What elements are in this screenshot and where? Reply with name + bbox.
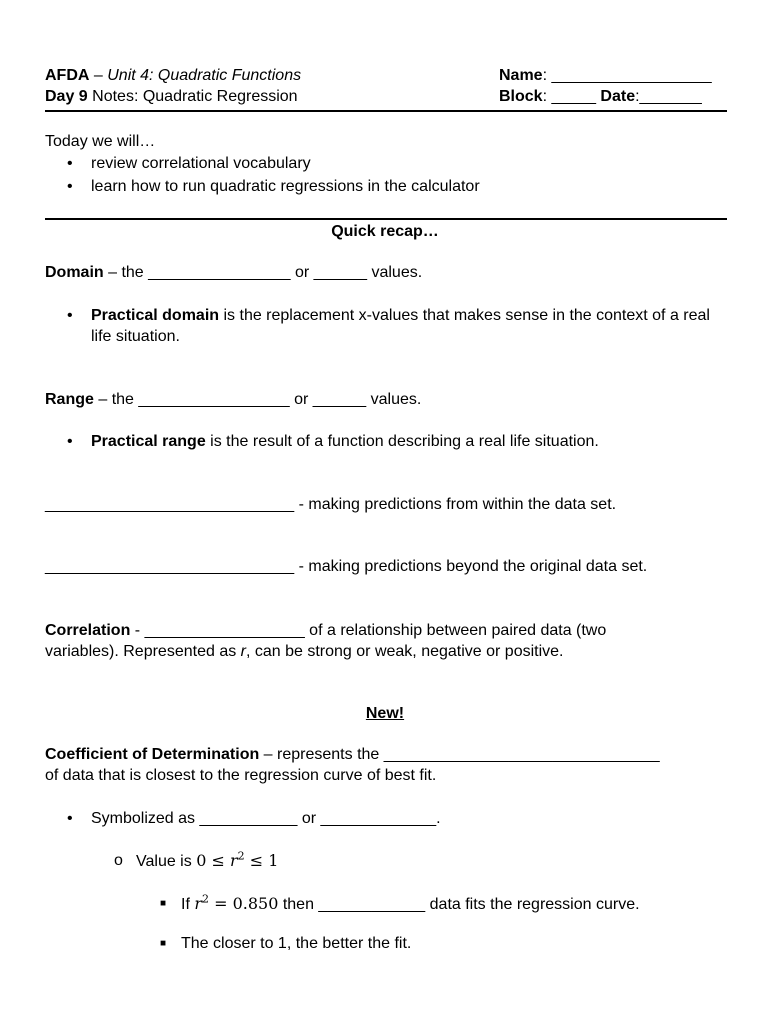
extrapolation-line: ____________________________ - making predictions beyond the original data set. <box>45 558 648 575</box>
cod-definition: Coefficient of Determination – represents the _______________________________ <box>45 746 660 763</box>
intro-lead: Today we will… <box>45 133 156 150</box>
cod-definition-cont: of data that is closest to the regression curve of best fit. <box>45 767 437 784</box>
symbolized-bullet: • Symbolized as ___________ or _____________. <box>67 810 441 827</box>
course-unit-line: AFDA – Unit 4: Quadratic Functions <box>45 67 302 84</box>
name-field[interactable]: Name: __________________ <box>499 67 712 84</box>
domain-definition: Domain – the ________________ or ______ values. <box>45 264 423 281</box>
if-example-item: ■ If $r^2 = 0.850$ then ____________ data fits the regression curve. <box>160 892 640 913</box>
bullet-dot-icon: • <box>67 307 73 324</box>
block-date-field[interactable]: Block: _____ Date:_______ <box>499 88 702 105</box>
interpolation-line: ____________________________ - making predictions from within the data set. <box>45 496 617 513</box>
correlation-definition: Correlation - __________________ of a relationship between paired data (two <box>45 622 607 639</box>
intro-bullet: • learn how to run quadratic regressions in the calculator <box>67 178 480 195</box>
correlation-definition-cont: variables). Represented as r, can be strong or weak, negative or positive. <box>45 643 564 660</box>
circle-bullet-icon: o <box>114 852 123 869</box>
r-squared-example: $r^2 = 0.850$ <box>194 892 279 913</box>
intro-bullet: • review correlational vocabulary <box>67 155 311 172</box>
practical-domain-bullet: • Practical domain is the replacement x-values that makes sense in the context of a real life situation. <box>67 307 710 345</box>
closer-fit-item: ■ The closer to 1, the better the fit. <box>160 935 412 952</box>
bullet-dot-icon: • <box>67 810 73 827</box>
bullet-dot-icon: • <box>67 433 73 450</box>
value-inequality: $0 \le r^2 \le 1$ <box>196 849 279 870</box>
value-range-subbullet: o Value is $0 \le r^2 \le 1$ <box>114 849 279 870</box>
practical-range-bullet: • Practical range is the result of a function describing a real life situation. <box>67 433 599 450</box>
recap-heading: Quick recap… <box>331 223 439 240</box>
bullet-dot-icon: • <box>67 178 73 195</box>
section-divider <box>45 218 727 220</box>
day-notes-line: Day 9 Notes: Quadratic Regression <box>45 88 298 105</box>
range-definition: Range – the _________________ or ______ values. <box>45 391 422 408</box>
worksheet-header <box>45 66 727 112</box>
square-bullet-icon: ■ <box>160 898 167 909</box>
square-bullet-icon: ■ <box>160 938 167 949</box>
new-heading: New! <box>365 705 405 722</box>
bullet-dot-icon: • <box>67 155 73 172</box>
